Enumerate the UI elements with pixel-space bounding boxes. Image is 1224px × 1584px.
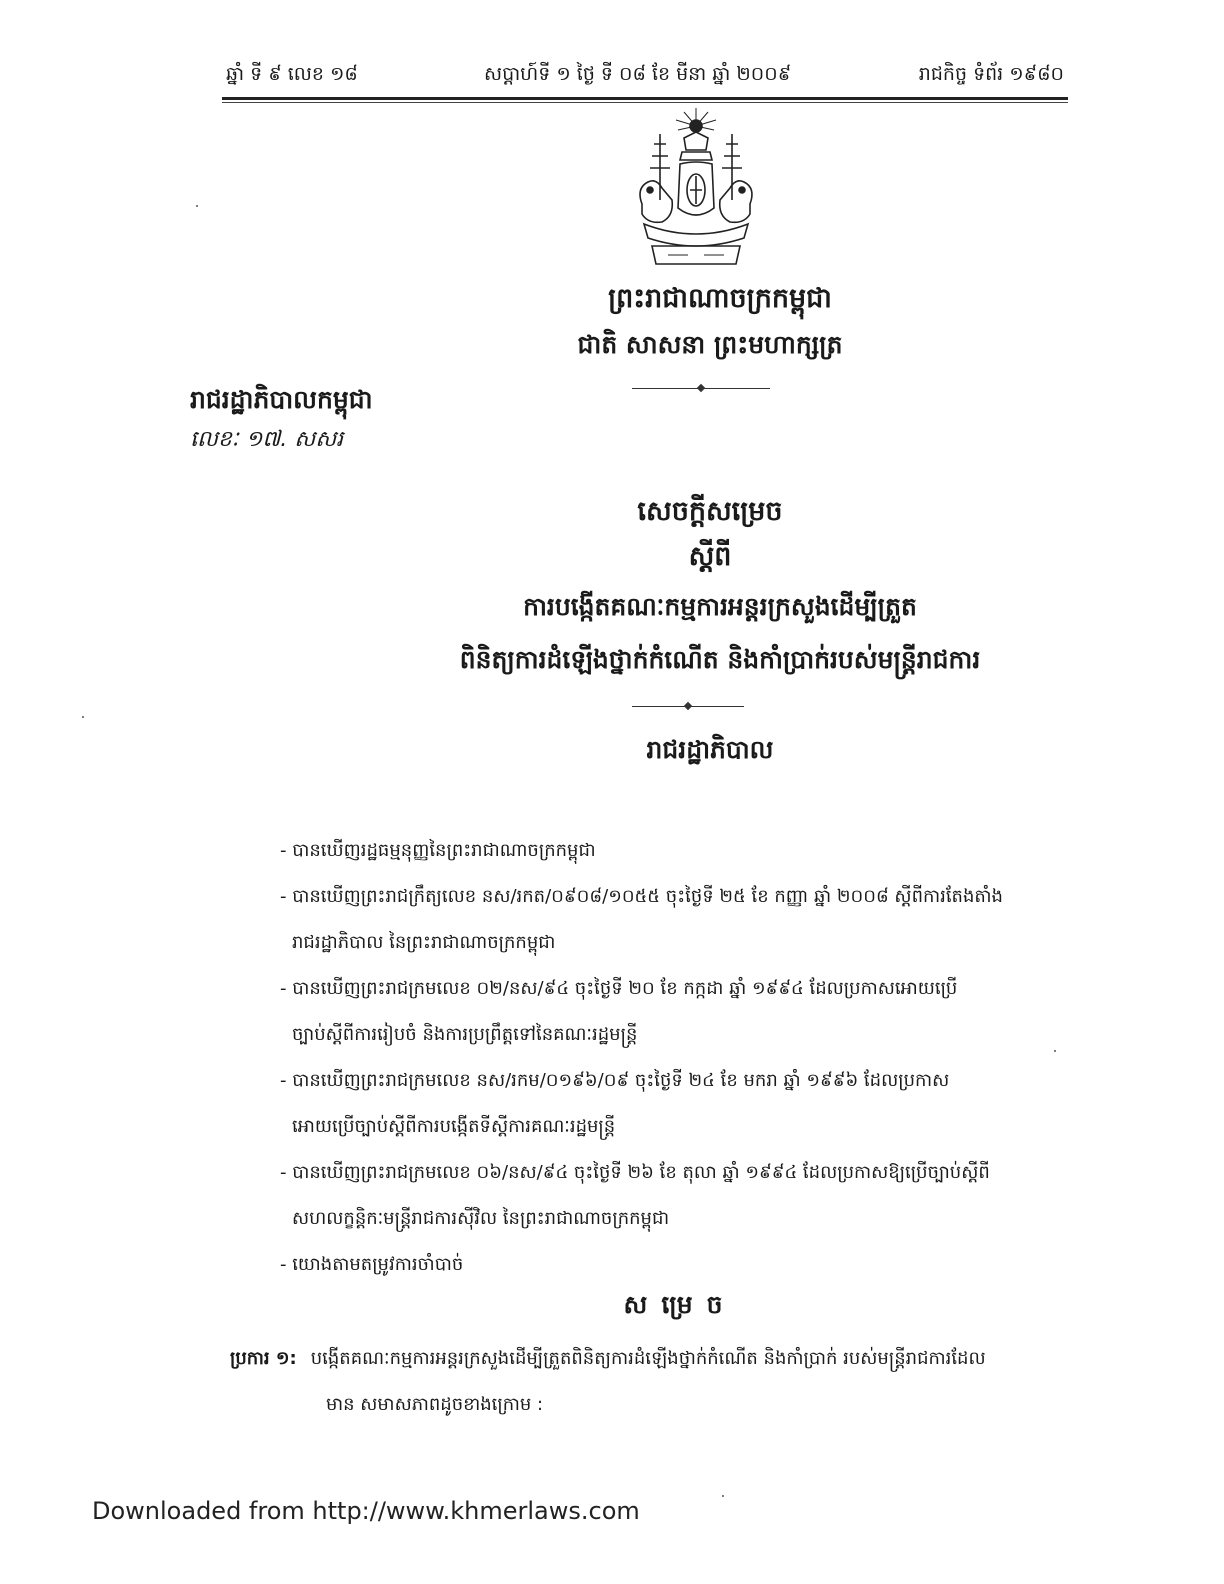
visa-item-continuation: ច្បាប់ស្ដីពីការរៀបចំ និងការប្រព្រឹត្តទៅនៃគណៈរដ្ឋមន្ត្រី bbox=[292, 1024, 638, 1045]
ornament-divider bbox=[632, 388, 770, 389]
article-text-continuation: មាន សមាសភាពដូចខាងក្រោម : bbox=[326, 1394, 544, 1415]
article-1 bbox=[230, 1336, 1110, 1428]
article-text: បង្កើតគណៈកម្មការអន្តរក្រសួងដើម្បីត្រួតពិនិត្យការដំឡើងថ្នាក់កំណើត និងកាំប្រាក់ របស់មន្ត្រីរាជការដែល bbox=[310, 1348, 986, 1369]
visa-item-continuation: អោយប្រើច្បាប់ស្ដីពីការបង្កើតទីស្ដីការគណៈរដ្ឋមន្ត្រី bbox=[292, 1116, 616, 1137]
visa-list bbox=[280, 828, 1100, 1288]
document-subject-label: ស្ដីពី bbox=[688, 541, 732, 572]
download-source-footer: Downloaded from http://www.khmerlaws.com bbox=[92, 1497, 640, 1525]
header-divider-thin bbox=[222, 102, 1068, 103]
scan-speck bbox=[722, 1495, 724, 1497]
visa-item: - បានឃើញព្រះរាជក្រមលេខ ០៦/នស/៩៤ ចុះថ្ងៃទី ២៦ ខែ តុលា ឆ្នាំ ១៩៩៤ ដែលប្រកាសឱ្យប្រើច្បាប់ស្ដីពី bbox=[280, 1162, 990, 1183]
ornament-divider bbox=[632, 706, 744, 707]
document-subject-line-1: ការបង្កើតគណៈកម្មការអន្តរក្រសួងដើម្បីត្រួត bbox=[523, 592, 917, 621]
visa-item: - បានឃើញព្រះរាជក្រមលេខ ០២/នស/៩៤ ចុះថ្ងៃទី ២០ ខែ កក្កដា ឆ្នាំ ១៩៩៤ ដែលប្រកាសអោយប្រើ bbox=[280, 978, 958, 999]
gazette-header bbox=[222, 62, 1068, 92]
visa-item: - បានឃើញព្រះរាជក្រមលេខ នស/រកម/០១៩៦/០៩ ចុះថ្ងៃទី ២៤ ខែ មករា ឆ្នាំ ១៩៩៦ ដែលប្រកាស bbox=[280, 1070, 950, 1091]
gazette-year-issue: ឆ្នាំ ទី ៩ លេខ ១៨ bbox=[226, 63, 358, 85]
issuing-authority: រាជរដ្ឋាភិបាលកម្ពុជា bbox=[190, 385, 373, 414]
scan-speck bbox=[196, 205, 198, 207]
header-divider bbox=[222, 97, 1068, 100]
document-type-title: សេចក្ដីសម្រេច bbox=[637, 496, 783, 527]
scan-speck bbox=[1054, 1050, 1056, 1052]
royal-coat-of-arms-icon bbox=[622, 104, 770, 270]
gazette-page-number: រាជកិច្ច ទំព័រ ១៩៨០ bbox=[918, 63, 1064, 85]
national-motto: ជាតិ សាសនា ព្រះមហាក្សត្រ bbox=[577, 330, 843, 359]
decision-heading: សម្រេច bbox=[623, 1290, 737, 1319]
reference-number: លេខៈ ១៧. សសរ bbox=[190, 427, 344, 452]
government-heading: រាជរដ្ឋាភិបាល bbox=[646, 735, 774, 764]
visa-item-continuation: រាជរដ្ឋាភិបាល នៃព្រះរាជាណាចក្រកម្ពុជា bbox=[292, 932, 556, 953]
gazette-date: សប្តាហ៍ទី ១ ថ្ងៃ ទី ០៨ ខែ មីនា ឆ្នាំ ២០០៩ bbox=[484, 63, 792, 85]
visa-item: - បានឃើញព្រះរាជក្រឹត្យលេខ នស/រកត/០៩០៨/១០៥៥ ចុះថ្ងៃទី ២៥ ខែ កញ្ញា ឆ្នាំ ២០០៨ ស្ដីពីការតែងតាំង bbox=[280, 886, 1003, 907]
visa-item: - យោងតាមតម្រូវការចាំបាច់ bbox=[280, 1254, 464, 1275]
kingdom-name: ព្រះរាជាណាចក្រកម្ពុជា bbox=[608, 283, 832, 314]
visa-item: - បានឃើញរដ្ឋធម្មនុញ្ញនៃព្រះរាជាណាចក្រកម្ពុជា bbox=[280, 840, 596, 861]
scan-speck bbox=[82, 716, 84, 718]
document-subject-line-2: ពិនិត្យការដំឡើងថ្នាក់កំណើត និងកាំប្រាក់របស់មន្ត្រីរាជការ bbox=[459, 645, 981, 674]
visa-item-continuation: សហលក្ខន្តិកៈមន្ត្រីរាជការស៊ីវិល នៃព្រះរាជាណាចក្រកម្ពុជា bbox=[292, 1208, 670, 1229]
article-label: ប្រការ ១: bbox=[230, 1348, 297, 1369]
